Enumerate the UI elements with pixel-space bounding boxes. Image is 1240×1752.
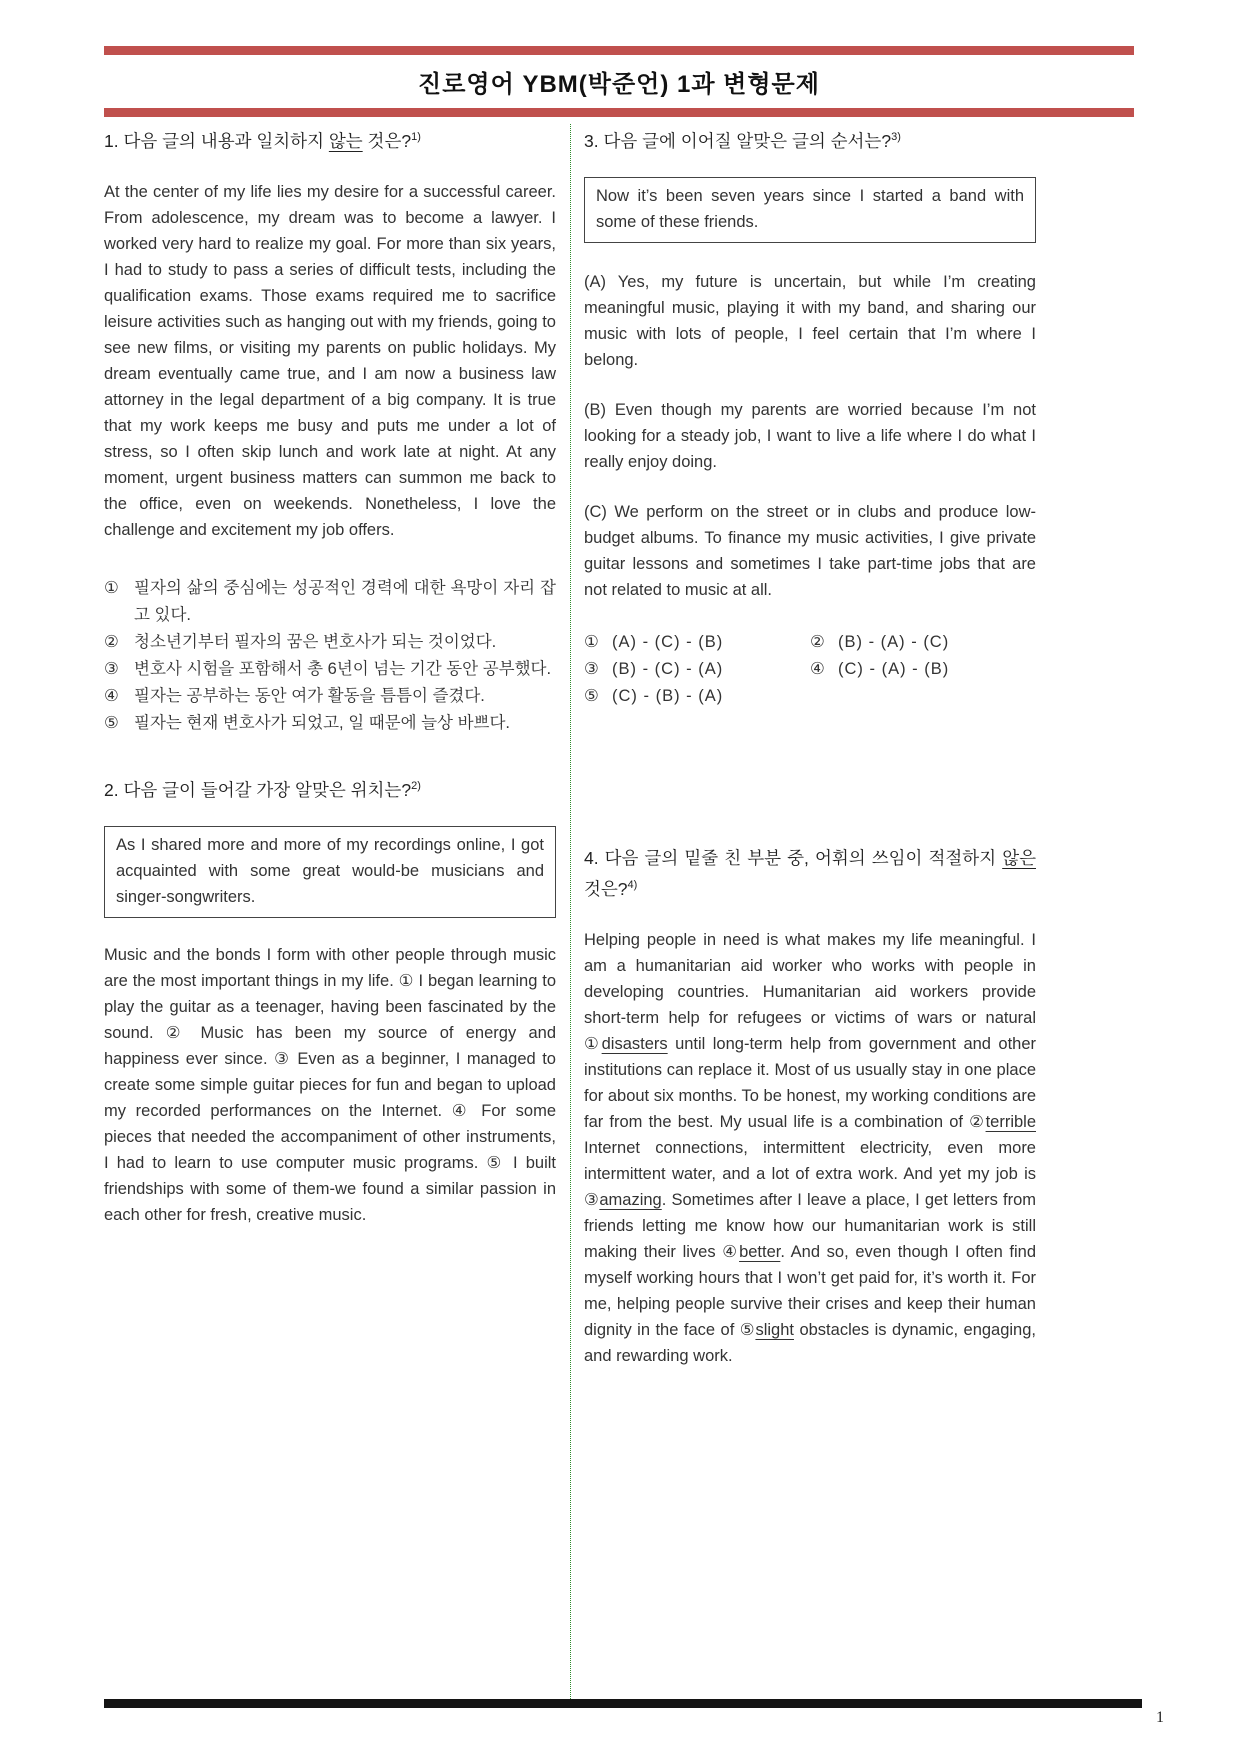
two-column-body	[104, 124, 1134, 1699]
choice-marker: ④	[810, 659, 825, 678]
choice-item	[810, 656, 1036, 683]
question-4	[584, 845, 1036, 1369]
choice-text: 청소년기부터 필자의 꿈은 변호사가 되는 것이었다.	[134, 632, 497, 651]
choice-item	[104, 683, 556, 710]
question-1-passage: At the center of my life lies my desire for a successful career. From adolescence, my dream was to become a lawyer. I worked very hard to realize my goal. For more than six years, I had to study to pass a series of difficult tests, including the qualification exams. Those exams required me to sacrifice leisure activities such as hanging out with my friends, going to see new films, or visiting my parents on public holidays. My dream eventually came true, and I am now a business law attorney in the legal department of a big company. It is true that my work keeps me busy and puts me under a lot of stress, so I often skip lunch and work late at night. At any moment, urgent business matters can summon me back to the office, even on weekends. Nonetheless, I love the challenge and excitement my job offers.	[104, 182, 556, 539]
choice-marker: ③	[104, 659, 119, 678]
header-top-rule	[104, 46, 1134, 55]
choice-text: 필자의 삶의 중심에는 성공적인 경력에 대한 욕망이 자리 잡고 있다.	[134, 578, 556, 624]
choice-item	[104, 575, 556, 629]
choice-text: (B) - (A) - (C)	[838, 632, 950, 651]
question-2-passage: Music and the bonds I form with other people through music are the most important things in my life. ① I began learning to play the guitar as a teenager, having been fascinated by the sound. ② Music has been my source of energy and happiness ever since. ③ Even as a beginner, I managed to create some simple guitar pieces for fun and began to upload my recorded performances on the Internet. ④ For some pieces that needed the accompaniment of other instruments, I had to learn to use computer music programs. ⑤ I built friendships with some of them-we found a similar passion in each other for fresh, creative music.	[104, 945, 556, 1224]
choice-item	[584, 656, 810, 683]
question-3	[584, 124, 1036, 710]
header-bottom-rule	[104, 108, 1134, 117]
choice-marker: ⑤	[104, 713, 119, 732]
question-4-passage: Helping people in need is what makes my life meaningful. I am a humanitarian aid worker who works with people in developing countries. Humanitarian aid workers provide short-term help for refugees or victims of wars or natural ①disasters until long-term help from government and other institutions can replace it. Most of us usually stay in one place for about six months. To be honest, my working conditions are far from the best. My usual life is a combination of ②terrible Internet connections, intermittent electricity, even more intermittent water, and a lot of extra work. And yet my job is ③amazing. Sometimes after I leave a place, I get letters from friends letting me know how our humanitarian work is still making their lives ④better. And so, even though I often find myself working hours that I won’t get paid for, it’s worth it. For me, helping people survive their crises and keep their human dignity in the face of ⑤slight obstacles is dynamic, engaging, and rewarding work.	[584, 930, 1037, 1365]
choice-marker: ①	[104, 578, 119, 597]
choice-item	[810, 629, 1036, 656]
choice-marker: ②	[810, 632, 825, 651]
question-1	[104, 124, 556, 737]
choice-text: 변호사 시험을 포함해서 총 6년이 넘는 기간 동안 공부했다.	[134, 659, 552, 678]
choice-text: 필자는 공부하는 동안 여가 활동을 틈틈이 즐겼다.	[134, 686, 485, 705]
choice-item	[104, 656, 556, 683]
choice-marker: ③	[584, 659, 599, 678]
left-column	[104, 124, 570, 1699]
question-2-title: 2. 다음 글이 들어갈 가장 알맞은 위치는?$^{2)}$	[104, 779, 421, 800]
choice-item	[584, 629, 810, 656]
choice-marker: ②	[104, 632, 119, 651]
choice-text: (A) - (C) - (B)	[612, 632, 724, 651]
page-footer	[104, 1699, 1164, 1752]
page-title: 진로영어 YBM(박준언) 1과 변형문제	[418, 71, 820, 98]
footer-rule	[104, 1699, 1142, 1708]
choice-item	[104, 710, 556, 737]
question-3-paragraph-c: (C) We perform on the street or in clubs and produce low-budget albums. To finance my music activities, I give private guitar lessons and sometimes I take part-time jobs that are not related to music at all.	[584, 502, 1036, 599]
right-column	[570, 124, 1036, 1699]
choice-text: (C) - (B) - (A)	[612, 686, 724, 705]
question-3-choices	[584, 629, 1036, 710]
choice-text: 필자는 현재 변호사가 되었고, 일 때문에 늘상 바쁘다.	[134, 713, 510, 732]
question-3-box: Now it’s been seven years since I started a band with some of these friends.	[584, 177, 1036, 243]
choice-item	[104, 629, 556, 656]
choice-text: (C) - (A) - (B)	[838, 659, 950, 678]
question-1-choices	[104, 575, 556, 737]
question-3-paragraph-a: (A) Yes, my future is uncertain, but while I’m creating meaningful music, playing it with my band, and sharing our music with lots of people, I feel certain that I’m where I belong.	[584, 272, 1036, 369]
choice-marker: ⑤	[584, 686, 599, 705]
choice-text: (B) - (C) - (A)	[612, 659, 724, 678]
page-header	[104, 46, 1134, 117]
question-1-title: 1. 다음 글의 내용과 일치하지 않는 것은?$^{1)}$	[104, 130, 421, 151]
choice-marker: ④	[104, 686, 119, 705]
question-4-title: 4. 다음 글의 밑줄 친 부분 중, 어휘의 쓰임이 적절하지 않은 것은?$^{4)}$	[584, 847, 1036, 899]
question-2	[104, 773, 556, 1228]
choice-item	[584, 683, 810, 710]
question-3-paragraph-b: (B) Even though my parents are worried because I’m not looking for a steady job, I want to live a life where I do what I really enjoy doing.	[584, 400, 1036, 471]
choice-marker: ①	[584, 632, 599, 651]
question-2-box: As I shared more and more of my recordings online, I got acquainted with some great would-be musicians and singer-songwriters.	[104, 826, 556, 918]
question-3-title: 3. 다음 글에 이어질 알맞은 글의 순서는?$^{3)}$	[584, 130, 901, 151]
page-number: 1	[1156, 1709, 1164, 1726]
